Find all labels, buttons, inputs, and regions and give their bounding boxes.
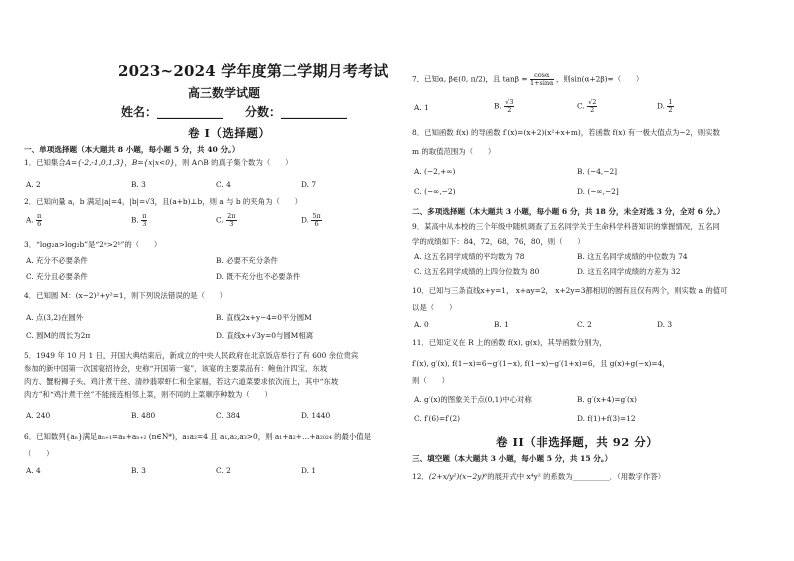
q2-d-label: D. xyxy=(301,215,310,225)
q3-option-b[interactable]: B. 必要不充分条件 xyxy=(216,256,278,265)
question-2-stem: 2．已知向量 a，b 满足|a|=4，|b|=√3，且(a+b)⊥b，则 a 与 b 的夹角为（ ） xyxy=(24,197,303,206)
q12-number: 12． xyxy=(412,472,429,481)
q2-c-num: 2π xyxy=(227,212,236,220)
q5-option-a[interactable]: A. 240 xyxy=(26,411,51,420)
score-field xyxy=(245,103,347,120)
q2-a-num: π xyxy=(37,212,42,220)
section2-header: 二、多项选择题（本大题共 3 小题，每小题 6 分，共 18 分，未全对选 3 分，全对 6 分。） xyxy=(412,207,725,216)
q2-a-fraction xyxy=(36,213,42,228)
q2-b-fraction xyxy=(141,213,147,228)
part2-title: 卷 II（非选择题，共 92 分） xyxy=(496,435,659,449)
question-5-line-3: 肉方、蟹粉狮子头、鸡汁煮干丝、清炒翡翠虾仁和全家福，若这六道菜要求依次而上，其中“东坡 xyxy=(24,377,339,386)
q7-option-d[interactable] xyxy=(657,99,674,114)
q7-stem-a: 7．已知α, β∈(0, π/2)，且 tanβ = xyxy=(412,74,528,84)
q7-b-label: B. xyxy=(494,101,502,111)
q2-a-den: 6 xyxy=(37,220,42,228)
q7-option-b[interactable] xyxy=(494,99,514,114)
q4-option-b[interactable]: B. 直线2x+y−4=0平分圆M xyxy=(216,313,312,322)
section3-header: 三、填空题（本大题共 3 小题，每小题 5 分，共 15 分。） xyxy=(412,454,613,463)
q7-d-label: D. xyxy=(657,101,666,111)
exam-subtitle: 高三数学试题 xyxy=(188,86,261,100)
q4-option-a[interactable]: A. 点(3,2)在圆外 xyxy=(26,313,84,322)
q2-d-fraction xyxy=(311,213,321,228)
q2-c-den: 3 xyxy=(229,220,234,228)
q2-c-fraction xyxy=(226,213,236,228)
q12-stem-c: ．（用数字作答） xyxy=(609,472,666,481)
q8-option-b[interactable]: B. (−4,−2] xyxy=(577,167,618,176)
q7-d-den: 2 xyxy=(668,106,673,114)
q4-option-d[interactable]: D. 直线x+√3y=0与圆M相离 xyxy=(216,331,314,340)
q7-d-num: 1 xyxy=(668,98,673,106)
q10-option-a[interactable]: A. 0 xyxy=(414,320,429,329)
q11-option-a[interactable]: A. g′(x)的图象关于点(0,1)中心对称 xyxy=(414,395,532,404)
q9-option-d[interactable]: D. 这五名同学成绩的方差为 32 xyxy=(577,267,681,276)
q7-den: 1+sinα xyxy=(529,79,554,87)
question-11-line-3: 则（ ） xyxy=(412,376,449,385)
q1-option-c[interactable]: C. 4 xyxy=(216,180,231,189)
q7-option-a[interactable]: A. 1 xyxy=(414,103,429,112)
q5-option-b[interactable]: B. 480 xyxy=(131,411,156,420)
question-5-line-4: 肉方”和“鸡汁煮干丝”不能接连相邻上菜，则不同的上菜顺序种数为（ ） xyxy=(24,390,272,399)
question-4-stem: 4．已知圆 M：(x−2)²+y²=1，则下列说法错误的是（ ） xyxy=(24,291,228,300)
q8-option-a[interactable]: A. (−2,+∞) xyxy=(414,167,456,176)
q11-option-c[interactable]: C. f′(6)=f′(2) xyxy=(414,414,461,423)
q2-b-num: π xyxy=(142,212,147,220)
q12-answer-blank[interactable]: __________ xyxy=(572,472,610,481)
q7-tan-fraction xyxy=(530,72,554,87)
q8-option-c[interactable]: C. (−∞,−2) xyxy=(414,187,456,196)
q1-set-a: A={-2,-1,0,1,3} xyxy=(65,158,125,167)
question-1-stem xyxy=(24,158,292,167)
q10-option-d[interactable]: D. 3 xyxy=(657,320,673,329)
q1-stem-b: ，则 A∩B 的真子集个数为（ ） xyxy=(174,158,293,167)
q3-option-a[interactable]: A. 充分不必要条件 xyxy=(26,256,88,265)
question-5-line-2: 参加的新中国第一次国宴招待会，史称“开国第一宴”，该宴的主要菜品有：鲍鱼汁四宝、东坡 xyxy=(24,364,328,373)
section1-header: 一、单项选择题（本大题共 8 小题，每小题 5 分，共 40 分。） xyxy=(24,145,240,154)
score-blank: ___________ xyxy=(281,105,348,119)
name-field xyxy=(121,103,223,120)
question-6-paren: （ ） xyxy=(24,449,54,458)
question-7-stem xyxy=(412,72,643,87)
q2-d-num: 5π xyxy=(312,212,321,220)
question-8-line-2: m 的取值范围为（ ） xyxy=(412,147,496,156)
q11-option-d[interactable]: D. f(1)+f(3)=12 xyxy=(577,414,636,423)
question-10-line-2: 以是（ ） xyxy=(412,303,457,312)
question-8-line-1: 8．已知函数 f(x) 的导函数 f′(x)=(x+2)(x²+x+m)，若函数 f(x) 有一极大值点为−2，则实数 xyxy=(412,128,720,137)
name-label: 姓名： xyxy=(121,105,158,119)
q7-b-num: √3 xyxy=(505,98,514,106)
q6-option-d[interactable]: D. 1 xyxy=(301,466,317,475)
q5-option-d[interactable]: D. 1440 xyxy=(301,411,331,420)
question-3-stem: 3．“log₂a>log₂b”是“2ᵃ>2ᵇ”的（ ） xyxy=(24,240,162,249)
q7-b-den: 2 xyxy=(507,106,512,114)
question-11-line-1: 11．已知定义在 R 上的函数 f(x), g(x)，其导函数分别为， xyxy=(412,338,607,347)
q9-option-b[interactable]: B. 这五名同学成绩的中位数为 74 xyxy=(577,252,688,261)
q2-option-b[interactable] xyxy=(131,213,147,228)
q6-option-b[interactable]: B. 3 xyxy=(131,466,146,475)
q2-d-den: 6 xyxy=(314,220,319,228)
q1-option-b[interactable]: B. 3 xyxy=(131,180,146,189)
q2-option-a[interactable] xyxy=(26,213,42,228)
q9-option-a[interactable]: A. 这五名同学成绩的平均数为 78 xyxy=(414,252,525,261)
q10-option-b[interactable]: B. 1 xyxy=(494,320,509,329)
question-11-line-2: f′(x), g′(x), f(1−x)=6−g′(1−x), f(1−x)−g′(1+x)=6，且 g(x)+g(−x)=4， xyxy=(412,359,670,368)
question-10-line-1: 10．已知与三条直线x+y=1， x+ay=2， x+2y=3都相切的圆有且仅有两个，则实数 a 的值可 xyxy=(412,286,728,295)
q8-option-d[interactable]: D. (−∞,−2] xyxy=(577,187,619,196)
q11-option-b[interactable]: B. g′(x+4)=g′(x) xyxy=(577,395,637,404)
q6-option-a[interactable]: A. 4 xyxy=(26,466,41,475)
q1-option-d[interactable]: D. 7 xyxy=(301,180,317,189)
q4-option-c[interactable]: C. 圆M的周长为2π xyxy=(26,331,91,340)
exam-title: 2023~2024 学年度第二学期月考考试 xyxy=(118,62,389,80)
q2-b-den: 3 xyxy=(142,220,147,228)
q10-option-c[interactable]: C. 2 xyxy=(577,320,592,329)
q9-option-c[interactable]: C. 这五名同学成绩的上四分位数为 80 xyxy=(414,267,540,276)
q7-option-c[interactable] xyxy=(577,99,597,114)
q2-b-label: B. xyxy=(131,215,139,225)
q3-option-d[interactable]: D. 既不充分也不必要条件 xyxy=(216,272,301,281)
question-6-stem: 6．已知数列{aₙ}满足aₙ₊₁=aₙ+aₙ₊₂ (n∈N*)，a₁a₂=4 且 a₁,a₂,a₃>0，则 a₁+a₂+…+a₂₀₂₄ 的最小值是 xyxy=(24,432,372,441)
q6-option-c[interactable]: C. 2 xyxy=(216,466,231,475)
q7-c-num: √2 xyxy=(588,98,597,106)
q1-set-b: B={x|x<0} xyxy=(131,158,175,167)
question-9-line-1: 9．某高中从本校的三个年级中随机调查了五名同学关于生命科学科普知识的掌握情况，五名同 xyxy=(412,222,720,231)
q2-a-label: A. xyxy=(26,215,34,225)
q1-stem-a: 1．已知集合 xyxy=(24,158,66,167)
q2-c-label: C. xyxy=(216,215,224,225)
name-blank: ___________ xyxy=(157,105,224,119)
q7-num: cosα xyxy=(530,72,554,80)
q7-c-label: C. xyxy=(577,101,585,111)
score-label: 分数： xyxy=(245,105,282,119)
question-12-stem xyxy=(412,472,665,481)
q7-c-fraction xyxy=(587,99,597,114)
q12-expression: (2+x/y²)(x−2y)⁶ xyxy=(428,472,488,481)
q2-option-d[interactable] xyxy=(301,213,322,228)
question-9-line-2: 学的成绩如下：84，72，68，76，80，则（ ） xyxy=(412,237,585,246)
q7-c-den: 2 xyxy=(590,106,595,114)
q7-stem-b: ，则sin(α+2β)=（ ） xyxy=(555,74,644,84)
question-5-line-1: 5．1949 年 10 月 1 日，开国大典结束后，新成立的中央人民政府在北京饭店举行了有 600 余位贵宾 xyxy=(24,351,359,360)
q5-option-c[interactable]: C. 384 xyxy=(216,411,241,420)
q1-comma: ， xyxy=(124,158,132,167)
q7-b-fraction xyxy=(504,99,514,114)
part1-title: 卷 I（选择题） xyxy=(188,126,271,140)
q2-option-c[interactable] xyxy=(216,213,237,228)
q1-option-a[interactable]: A. 2 xyxy=(26,180,41,189)
q7-d-fraction xyxy=(667,99,673,114)
q3-option-c[interactable]: C. 充分且必要条件 xyxy=(26,272,88,281)
q12-stem-b: 的展开式中 x⁴y² 的系数为 xyxy=(487,472,573,481)
